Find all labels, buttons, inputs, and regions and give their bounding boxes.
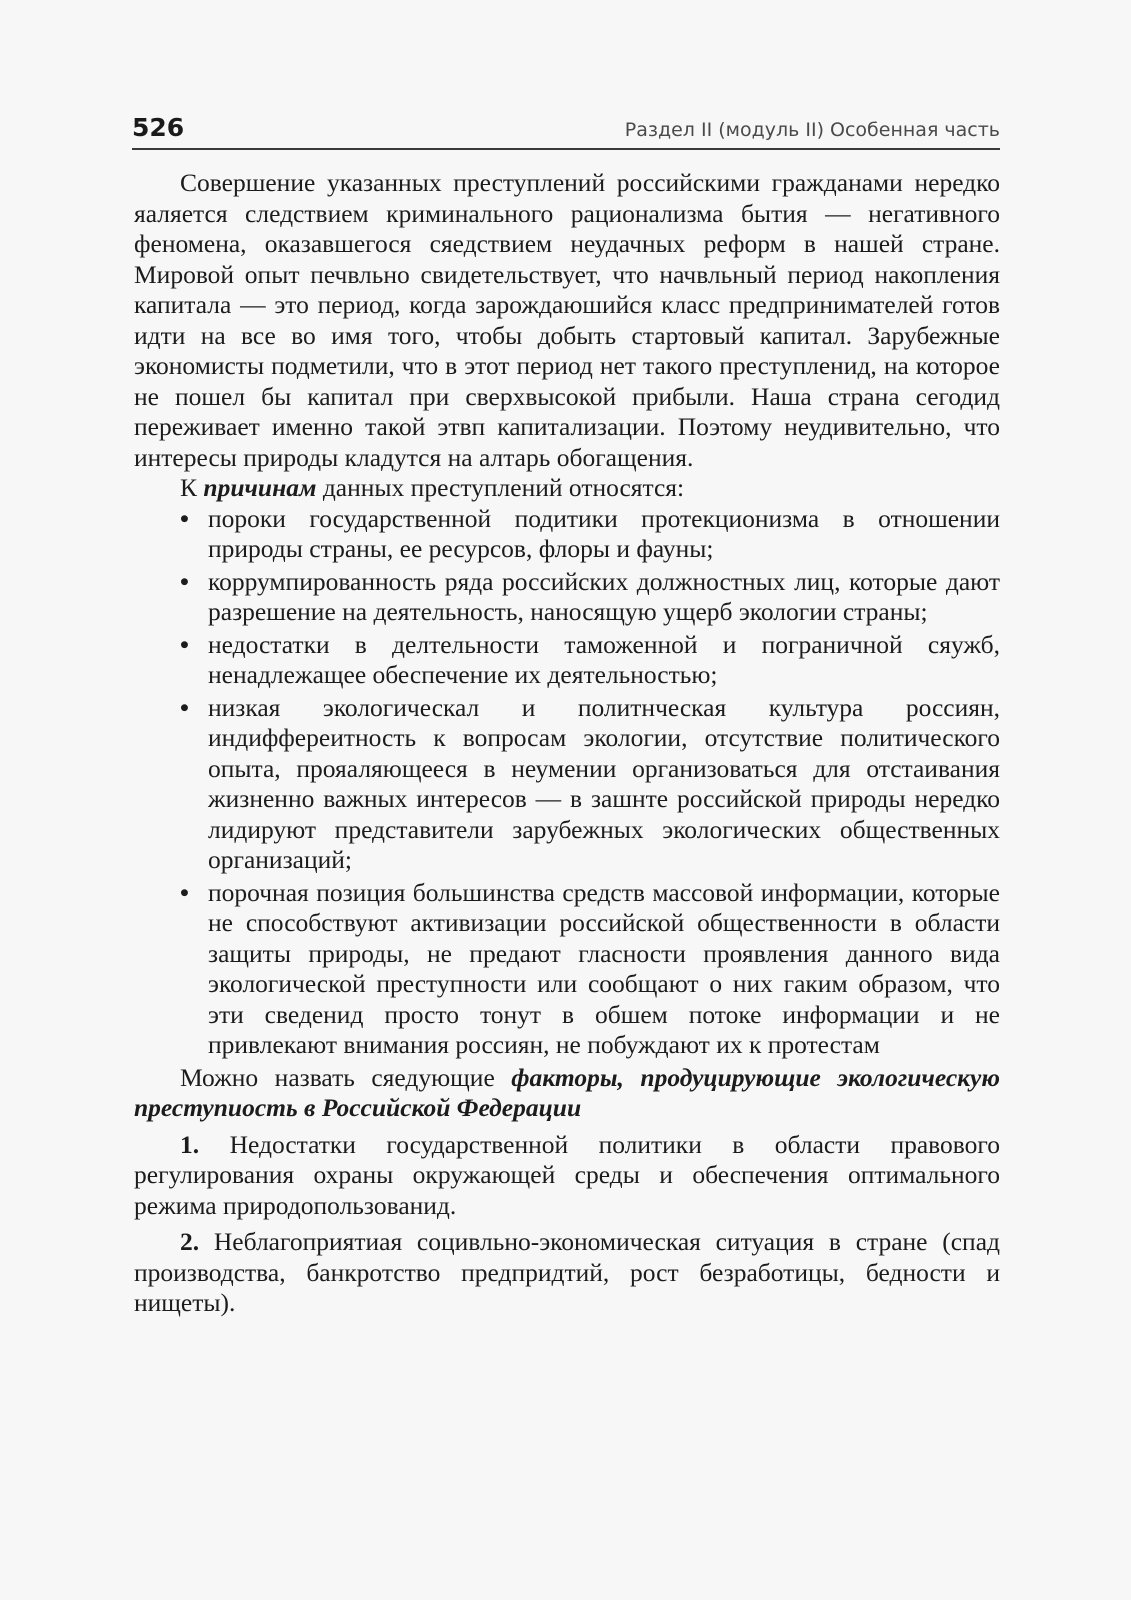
list-item-text: коррумпированность ряда российских должностных лиц, которые дают разрешение на деятельность, наносящую ущерб экологии страны;: [208, 566, 1000, 626]
page-number: 526: [132, 113, 185, 142]
factor-number: 1.: [180, 1129, 200, 1159]
factor-number: 2.: [180, 1227, 200, 1256]
list-item-text: низкая экологическал и политнческая культура россиян, индиффереитность к вопросам экологии, отсутствие политического опыта, прояаляющееся в неумении организоваться для отстаивания жизненно важных интересов — в зашнте российской природы нередко лидируют представители зарубежных экологических общественных организаций;: [208, 692, 1000, 874]
list-item: [134, 878, 1000, 1061]
factor-text: Неблагоприятиая социвльно-экономическая ситуация в стране (спад производства, банкротство предпридтий, рост безработицы, бедности и нищеты).: [134, 1227, 1000, 1317]
page-header: [132, 112, 1000, 150]
intro-paragraph: Совершение указанных преступлений российскими гражданами нередко яаляется следствием криминального рационализма бытия — негативного феномена, оказавшегося сяедствием неудачных реформ в нашей стране. Мировой опыт печвльно свидетельствует, что начвльный период накопления капитала — это период, когда зарождаюшийся класс предпринимателей готов идти на все во имя того, чтобы добыть стартовый капитал. Зарубежные экономисты подметили, что в этот период нет такого преступленид, на которое не пошел бы капитал при сверхвысокой прибыли. Наша страна сегодид переживает именно такой этвп капитализации. Поэтому неудивительно, что интересы природы кладутся на алтарь обогащения.: [134, 168, 1000, 472]
list-item-text: недостатки в делтельности таможенной и пограничной сяужб, ненадлежащее обеспечение их деятельностью;: [208, 629, 1000, 689]
causes-intro-rest: данных преступлений относятся:: [316, 473, 685, 502]
factor-text: Недостатки государственной политики в области правового регулирования охраны окружающей среды и обеспечения оптимального режима природопользованид.: [134, 1129, 1000, 1220]
list-item: [134, 504, 1000, 565]
causes-intro-lead: К: [180, 473, 204, 502]
factor-item: [134, 1130, 1000, 1222]
list-item: [134, 567, 1000, 628]
running-title: Раздел II (модуль II) Особенная часть: [624, 119, 1000, 141]
factors-intro: [134, 1063, 1000, 1124]
list-item-text: пороки государственной подитики протекционизма в отношении природы страны, ее ресурсов, флоры и фауны;: [208, 503, 1000, 563]
bullet-icon: •: [180, 629, 189, 659]
causes-list: [134, 504, 1000, 1061]
bullet-icon: •: [180, 877, 189, 907]
causes-intro-emphasis: причинам: [203, 473, 317, 502]
factors-intro-emphasis: факторы, продуцирующие экологическую преступиость в Российской Федерации: [134, 1062, 1000, 1122]
bullet-icon: •: [180, 566, 189, 596]
body-text: [134, 168, 1000, 1319]
list-item: [134, 693, 1000, 876]
list-item-text: порочная позиция большинства средств массовой информации, которые не способствуют активизации российской общественности в области защиты природы, не предают гласности проявления данного вида экологической преступности или сообщают о них гаким образом, что эти сведенид просто тонут в обшем потоке информации и не привлекают внимания россиян, не побуждают их к протестам: [208, 877, 1000, 1059]
bullet-icon: •: [180, 692, 189, 722]
factor-item: [134, 1227, 1000, 1319]
list-item: [134, 630, 1000, 691]
factors-intro-lead: Можно назвать сяедующие: [180, 1062, 512, 1092]
causes-intro: [134, 473, 1000, 504]
bullet-icon: •: [180, 503, 189, 533]
